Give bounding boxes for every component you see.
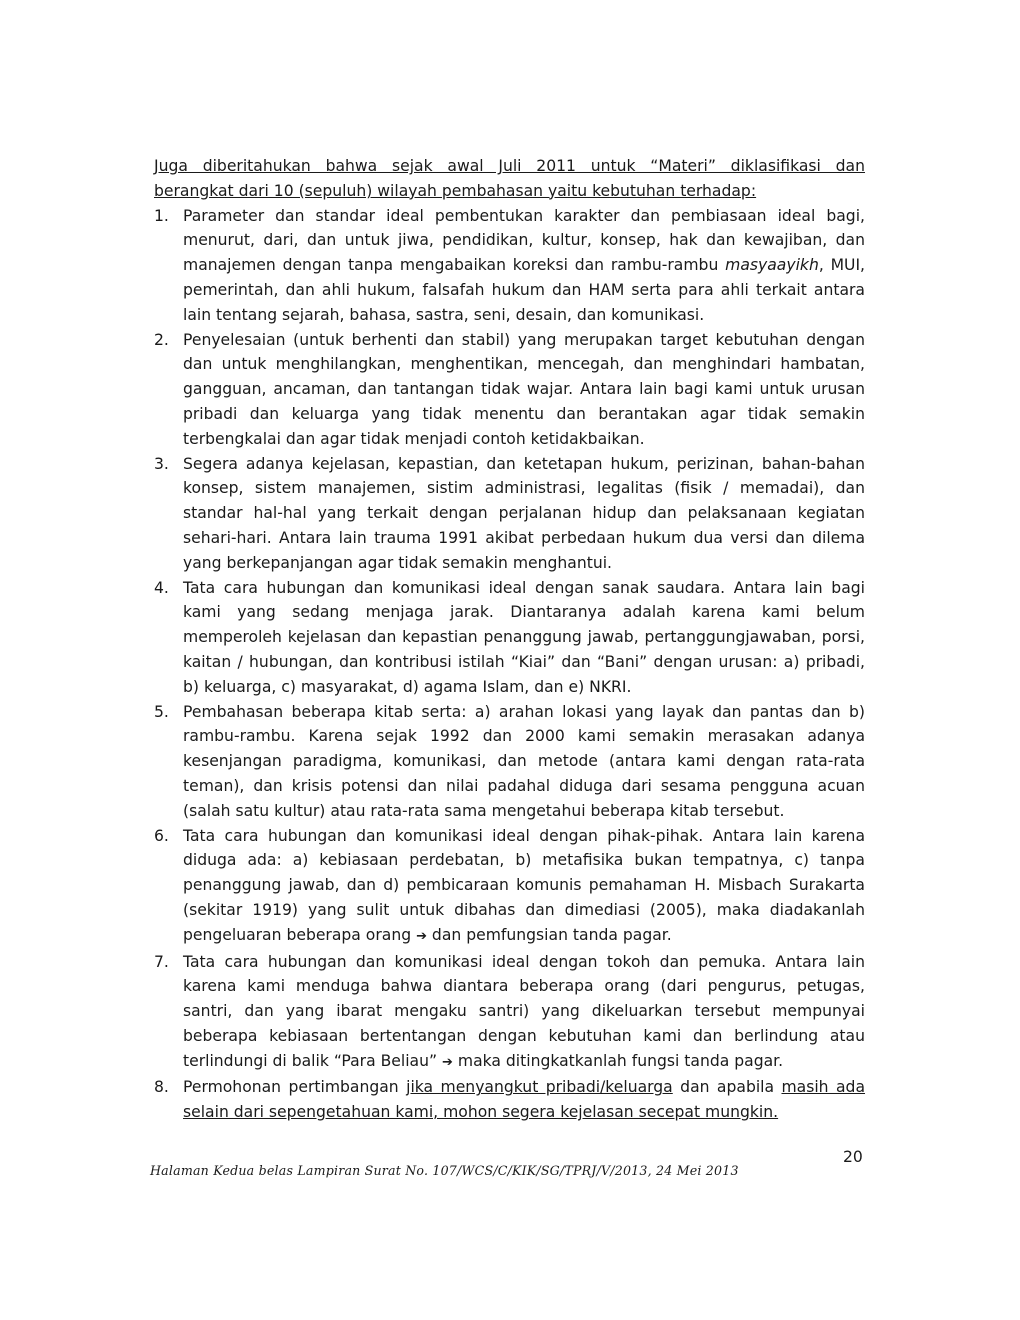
item-text: Tata cara hubungan dan komunikasi ideal dengan sanak saudara. Antara lain bagi kami yang sedang menjaga jarak. Diantaranya adalah karena kami belum memperoleh kejelasan dan kepastian penanggung jawab, pertanggungjawaban, porsi, kaitan / hubungan, dan kontribusi istilah “Kiai” dan “Bani” dengan urusan: a) pribadi, b) keluarga, c) masyarakat, d) agama Islam, dan e) NKRI. [183,578,865,696]
right-arrow-icon: ➔ [416,928,427,944]
item-number: 3. [154,454,169,473]
item-text: Pembahasan beberapa kitab serta: a) arahan lokasi yang layak dan pantas dan b) rambu-rambu. Karena sejak 1992 dan 2000 kami semakin merasakan adanya kesenjangan paradigma, komunikasi, dan metode (antara kami dengan rata-rata teman), dan krisis potensi dan nilai padahal diduga dari sesama pengguna acuan (salah satu kultur) atau rata-rata sama mengetahui beberapa kitab tersebut. [183,702,865,820]
document-body [154,154,865,1125]
intro-paragraph [154,154,865,204]
item-text-cont: dan pemfungsian tanda pagar. [426,925,672,944]
list-item [154,1075,865,1125]
item-text: Permohonan pertimbangan [183,1078,407,1097]
needs-list [154,204,865,1125]
item-number: 8. [154,1078,169,1097]
item-number: 4. [154,578,169,597]
item-text: Segera adanya kejelasan, kepastian, dan ketetapan hukum, perizinan, bahan-bahan konsep, sistem manajemen, sistim administrasi, legalitas (fisik / memadai), dan standar hal-hal yang terkait dengan perjalanan hidup dan pelaksanaan kegiatan sehari-hari. Antara lain trauma 1991 akibat perbedaan hukum dua versi dan dilema yang berkepanjangan agar tidak semakin menghantui. [183,454,865,572]
item-number: 5. [154,702,169,721]
intro-line-1: Juga diberitahukan bahwa sejak awal Juli 2011 untuk “Materi” diklasifikasi dan [154,157,865,175]
item-number: 2. [154,330,169,349]
item-italic-term: masyaayikh [725,256,819,275]
item-text: Tata cara hubungan dan komunikasi ideal dengan tokoh dan pemuka. Antara lain karena kami menduga bahwa diantara beberapa orang (dari pengurus, petugas, santri, dan yang ibarat mengaku santri) yang dikeluarkan tersebut mempunyai beberapa kebiasaan bertentangan dengan kebutuhan kami dan berlindung atau terlindungi di balik “Para Beliau” [183,952,865,1070]
list-item [154,204,865,328]
item-number: 6. [154,826,169,845]
item-text: Tata cara hubungan dan komunikasi ideal dengan pihak-pihak. Antara lain karena diduga ada: a) kebiasaan perdebatan, b) metafisika bukan tempatnya, c) tanpa penanggung jawab, dan d) pembicaraan komunis pemahaman H. Misbach Surakarta (sekitar 1919) yang sulit untuk dibahas dan dimediasi (2005), maka diadakanlah pengeluaran beberapa orang [183,826,865,944]
list-item [154,824,865,950]
item-text-cont: maka ditingkatkanlah fungsi tanda pagar. [452,1051,784,1070]
item-underlined-text: masih ada selain dari sepengetahuan kami, mohon segera kejelasan secepat mungkin. [183,1078,866,1122]
item-text-cont: , MUI, pemerintah, dan ahli hukum, falsafah hukum dan HAM serta para ahli terkait antara lain tentang sejarah, bahasa, sastra, seni, desain, dan komunikasi. [183,256,865,324]
list-item [154,950,865,1076]
item-number: 1. [154,206,169,225]
right-arrow-icon: ➔ [442,1054,453,1070]
item-underlined-text: jika menyangkut pribadi/keluarga [406,1078,673,1097]
page-footer: Halaman Kedua belas Lampiran Surat No. 107/WCS/C/KIK/SG/TPRJ/V/2013, 24 Mei 2013 [150,1163,739,1178]
item-text-cont: dan apabila [672,1078,782,1097]
item-text: Penyelesaian (untuk berhenti dan stabil) yang merupakan target kebutuhan dengan dan untuk menghilangkan, menghentikan, mencegah, dan menghindari hambatan, gangguan, ancaman, dan tantangan tidak wajar. Antara lain bagi kami untuk urusan pribadi dan keluarga yang tidak menentu dan berantakan agar tidak semakin terbengkalai dan agar tidak menjadi contoh ketidakbaikan. [183,330,865,448]
list-item [154,452,865,576]
intro-line-2: berangkat dari 10 (sepuluh) wilayah pembahasan yaitu kebutuhan terhadap: [154,181,757,200]
item-number: 7. [154,952,169,971]
list-item [154,576,865,700]
item-text: Parameter dan standar ideal pembentukan karakter dan pembiasaan ideal bagi, menurut, dari, dan untuk jiwa, pendidikan, kultur, konsep, hak dan kewajiban, dan manajemen dengan tanpa mengabaikan koreksi dan rambu-rambu [183,206,865,275]
list-item [154,328,865,452]
page-number: 20 [843,1148,863,1166]
list-item [154,700,865,824]
